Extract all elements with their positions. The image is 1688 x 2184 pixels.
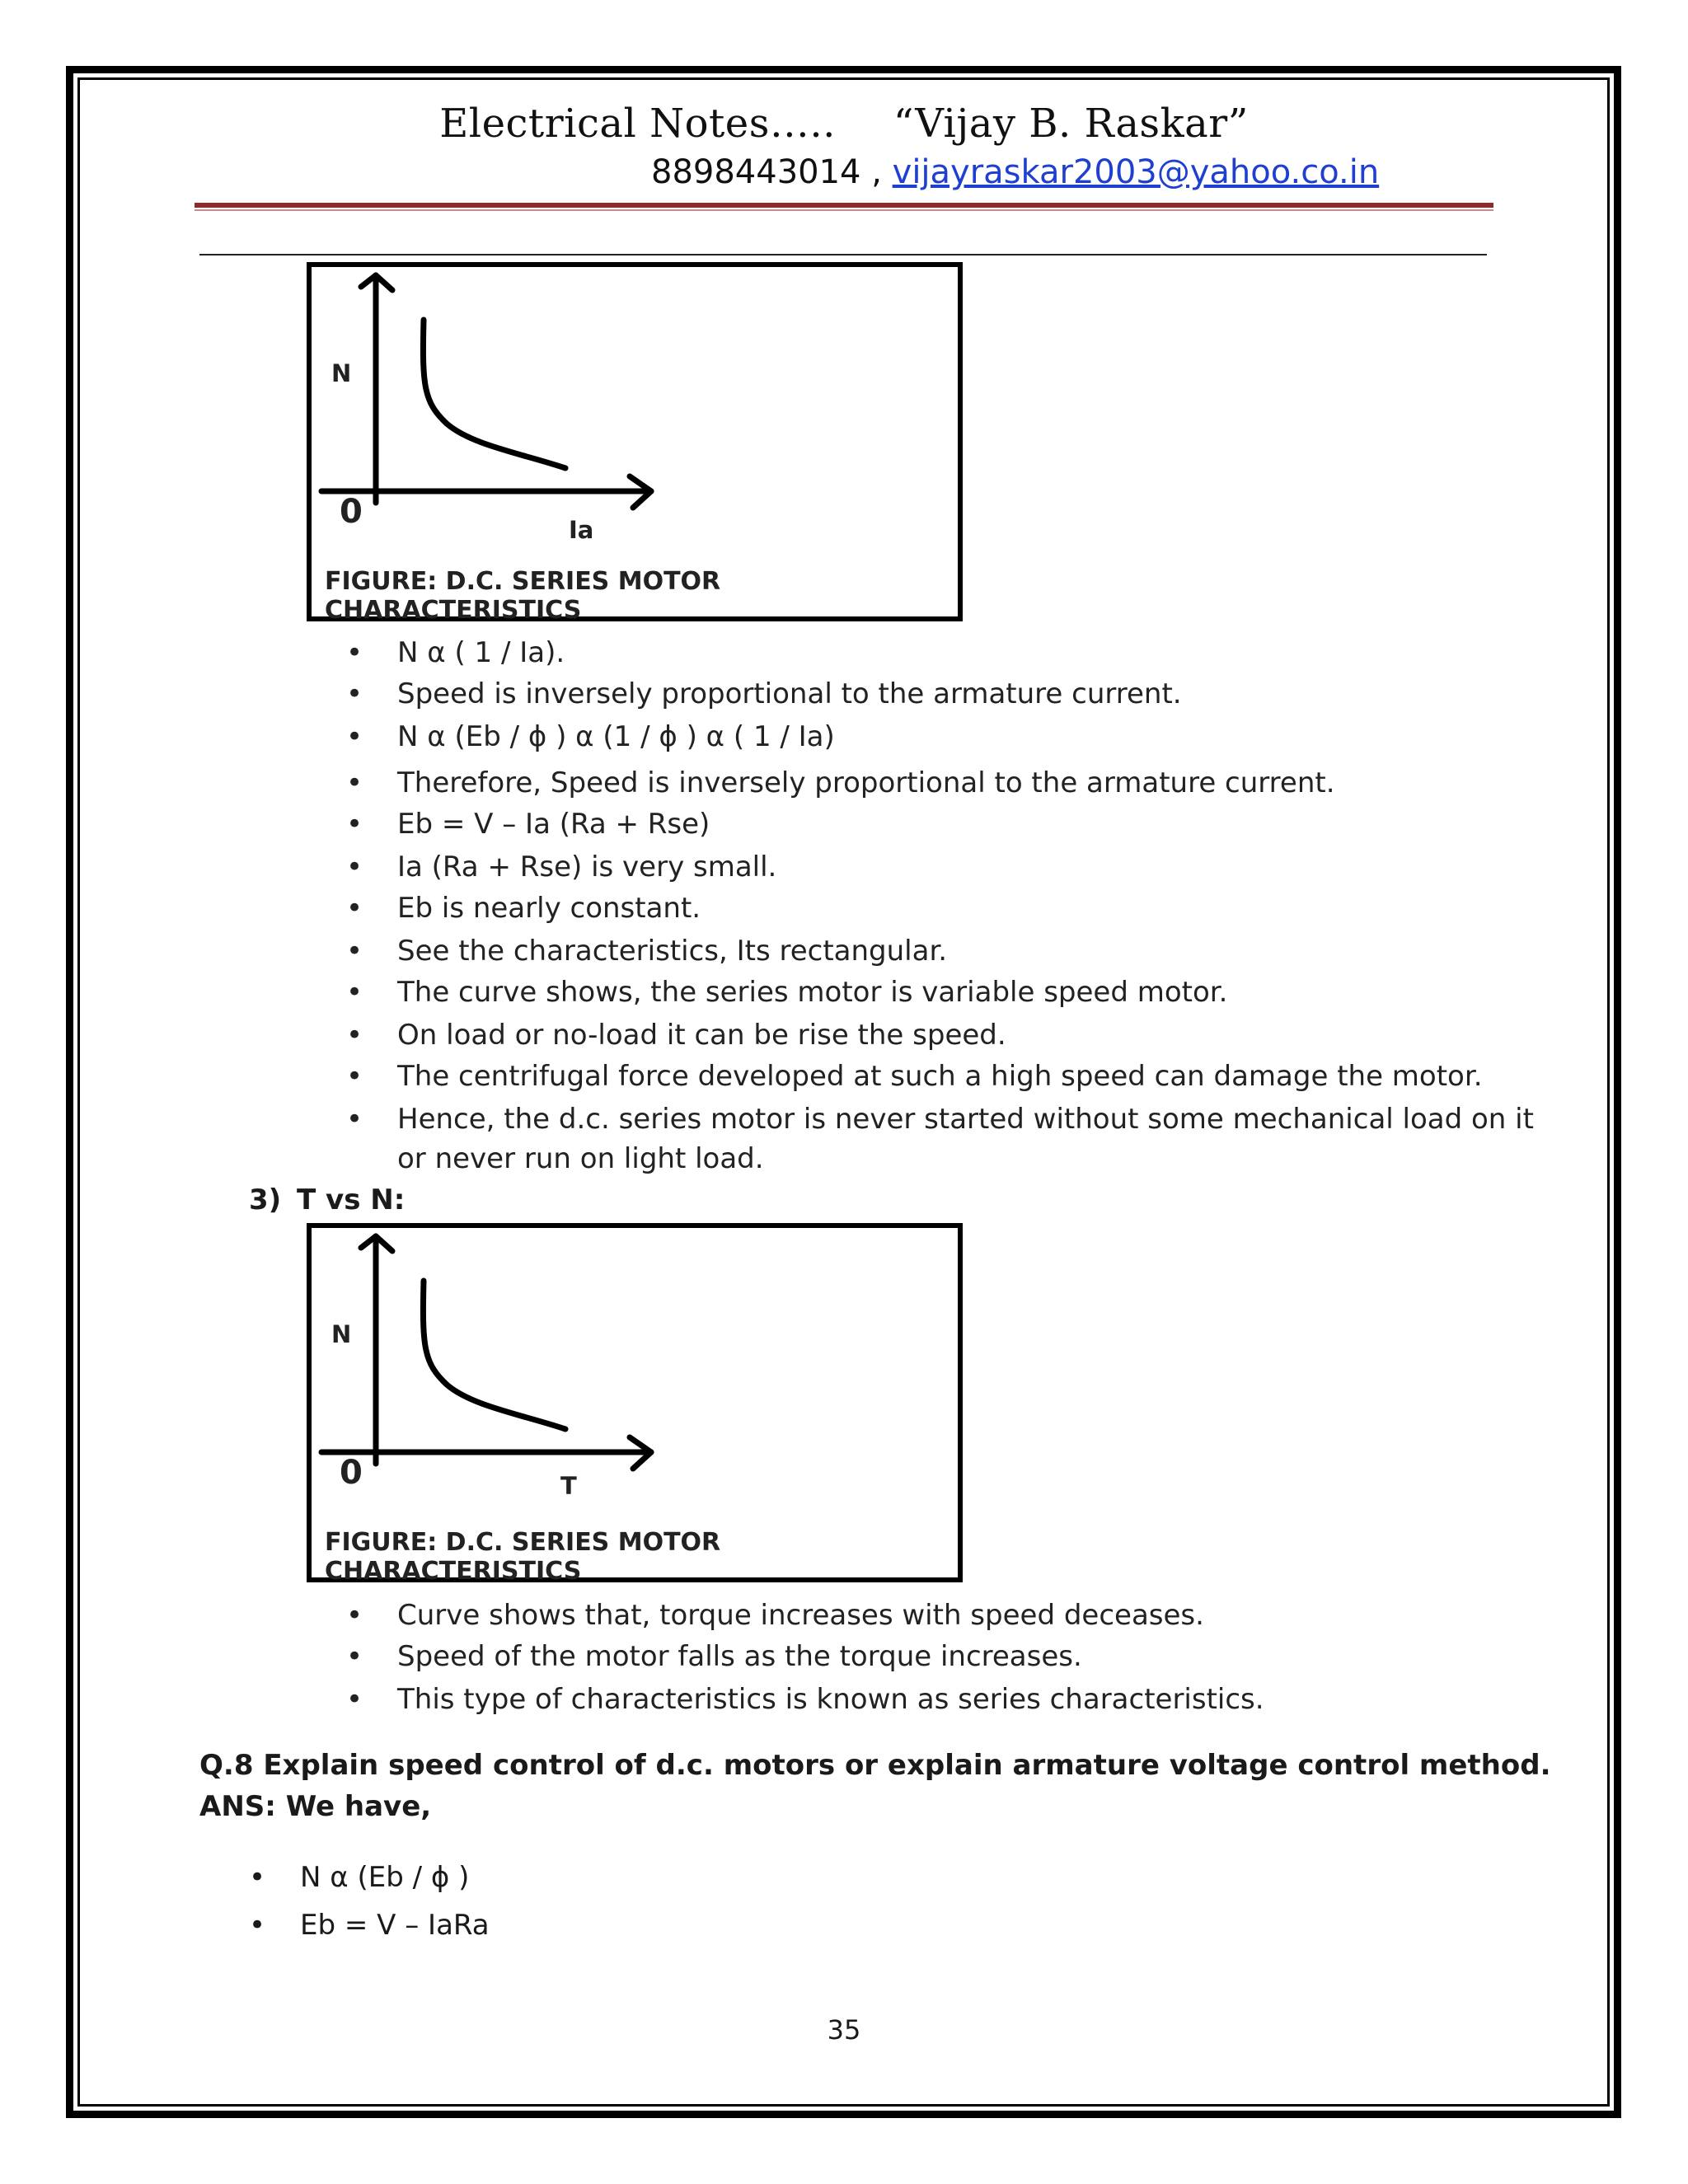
- header-email-link[interactable]: vijayraskar2003@yahoo.co.in: [892, 153, 1380, 191]
- figure-n-vs-t: [307, 1223, 963, 1586]
- header-underline: [199, 254, 1487, 255]
- question-8: Q.8 Explain speed control of d.c. motors or explain armature voltage control method.: [199, 1749, 1551, 1782]
- header-author: “Vijay B. Raskar”: [893, 101, 1249, 147]
- header-notes-title: Electrical Notes…..: [439, 101, 836, 147]
- figure-n-vs-t-y-label: N: [331, 1320, 352, 1348]
- header-title: [0, 101, 1688, 147]
- answer-intro: ANS: We have,: [199, 1790, 432, 1823]
- section-title: T vs N:: [297, 1183, 406, 1216]
- figure-n-vs-t-origin: 0: [340, 1454, 363, 1492]
- header-phone: 8898443014 ,: [651, 153, 882, 191]
- page-number: 35: [827, 2014, 861, 2046]
- figure-n-vs-ia-origin: 0: [340, 493, 363, 531]
- figure-n-vs-ia-y-label: N: [331, 359, 352, 387]
- figure-n-vs-t-caption: FIGURE: D.C. SERIES MOTOR CHARACTERISTICS: [325, 1528, 721, 1586]
- section-number: 3): [249, 1183, 282, 1216]
- header-divider: [195, 203, 1493, 208]
- figure-n-vs-ia-caption: FIGURE: D.C. SERIES MOTOR CHARACTERISTICS: [325, 567, 721, 625]
- header-contact: [651, 153, 1379, 191]
- figure-n-vs-ia-x-label: Ia: [569, 516, 594, 544]
- header-divider-shadow: [195, 209, 1493, 211]
- figure-n-vs-t-x-label: T: [560, 1472, 577, 1500]
- figure-n-vs-ia: [307, 262, 963, 625]
